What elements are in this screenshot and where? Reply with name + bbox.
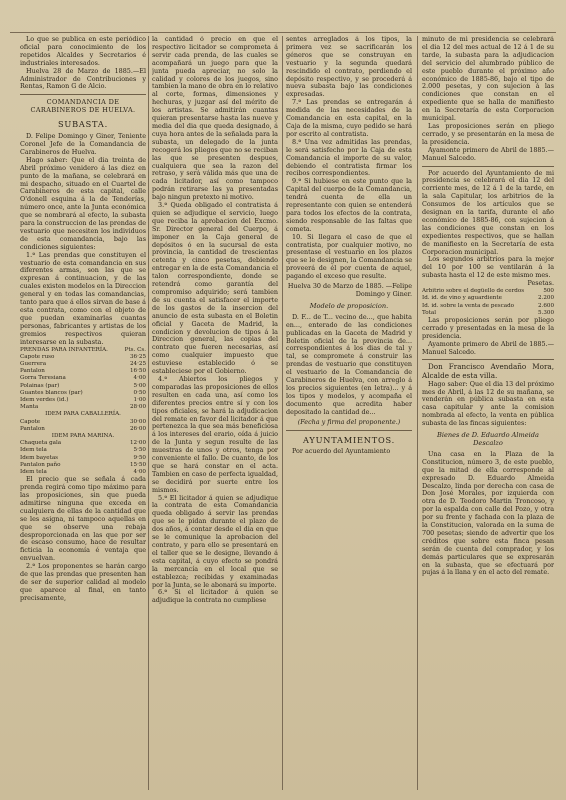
table-cell: 2.200: [537, 295, 554, 302]
column-2: [152, 36, 278, 792]
paragraph: Don Francisco Avendaño Mora, Alcalde de esta villa.: [422, 362, 554, 381]
paragraph: Las proposiciones serán por pliego cerrado y presentadas en la mesa de la presidencia.: [422, 315, 554, 340]
table-cell: Idem bayetas: [20, 454, 59, 461]
table-cell: Pantalon paño: [20, 461, 61, 468]
table-cell: Pantalon: [20, 425, 45, 432]
column-rule: [282, 36, 283, 790]
model-footer: (Fecha y firma del proponente.): [297, 417, 401, 426]
table-cell: 36·25: [129, 353, 146, 360]
table-cell: 12·00: [129, 440, 146, 447]
table-cell: Idem verdes (id.): [20, 396, 69, 403]
divider: [286, 430, 412, 431]
tarifa-label: Pesetas.: [527, 279, 554, 288]
table-cell: Id. id. sobre la venta de pescado: [422, 302, 515, 309]
paragraph: la cantidad ó precio en que el respectivo licitador se comprometa á servir cada prenda, de las cuales se acompañará un juego para que la junta pueda apreciar, no solo la calidad y colores de los juegos, sino tambien la mano de obra en lo relativo al corte, formas, dimensiones y hechuras, y juzgar así del mérito de los artistas. Se admitirán cuantas quieran presentarse hasta las nueve y media del dia que queda designado, á cuya hora antes de la señalada para la subasta, un delegado de la junta recogerá los pliegos que no se reciban las que se presenten despues, cualquiera que sea la razon del retraso, y será válida más que una de cada licitador, así como tampoco podrán retirarse las ya presentadas bajo ningun pretexto ni motivo.: [152, 36, 278, 202]
table-subheader: IDEM PARA CABALLERÍA.: [45, 411, 121, 418]
table-cell: Chaqueta gala: [20, 440, 62, 447]
table-cell: 28·00: [129, 404, 146, 411]
table-cell: 1·00: [133, 396, 146, 403]
paragraph: 2.ª Los proponentes se harán cargo de que las prendas que presenten han de ser de superior calidad al modelo que aparece al final, en tanto precisamente,: [20, 562, 146, 602]
table-cell: 500: [543, 288, 554, 295]
bienes-title: Bienes de D. Eduardo Almeida Descalzo: [437, 431, 539, 447]
table-cell: Capote ruso: [20, 353, 55, 360]
paragraph: minuto de mi presidencia se celebrará el dia 12 del mes actual de 12 á 1 de su tarde, la subasta para la adjudicacion del servicio del alumbrado público de este pueblo durante el próximo año económico de 1885-86, bajo el tipo de 2.000 pesetas, y con sujecion á las condiciones que constan en el expediente que se halla de manifiesto en la Secretaría de esta Corporacion municipal.: [422, 36, 554, 123]
paragraph: Las proposiciones serán en pliego cerrado, y se presentarán en la mesa de la presidencia.: [422, 121, 554, 146]
table-cell: 5·00: [133, 382, 146, 389]
table-header: Pts. Cs.: [124, 346, 146, 353]
column-4: [422, 36, 554, 792]
paragraph: 4.ª Abiertos los pliegos y comparadas las proposiciones de ellos resulten en cada una, así como los diferentes precios entre sí y con los tipos oficiales, se hará la adjudicacion del remate en favor del licitador á que pertenezca la que sea más beneficiosa á los intereses del erario, oída á juicio de la Junta y segun resulte de las muestras de unos y otros, tenga por conveniente el fallo. De cuanto, de los que se hará constar en el acta. Tambien en caso de perfecta igualdad, se decidirá por suerte entre los mismos.: [152, 374, 278, 494]
table-cell: 24·25: [129, 360, 146, 367]
table-cell: Idem tela: [20, 468, 47, 475]
paragraph: El precio que se señala á cada prenda regirá como tipo máximo para las proposiciones, sin que pueda admitirse ninguna que exceda en cualquiera de ellas de la cantidad que se les asigna, ni tampoco aquellas en que se observe una rebaja desproporcionada en las que por ser de escaso consumo, hace de resultar ficticia la economía é ventaja que envuelvan.: [20, 475, 146, 563]
paragraph: 9.ª Si hubiese en este punto que la Capital del cuerpo de la Comandancia, tendrá cuenta de ella un representante con quien se entenderá para todos los efectos de la contrata, siendo responsable de las faltas que cometa.: [286, 177, 412, 233]
table-cell: Gorra Teresiana: [20, 375, 66, 382]
intro-paragraph: Lo que se publica en este periódico oficial para conocimiento de los repetidos Alcaldes y Secretarios é industriales interesados.: [20, 36, 146, 67]
table-cell: 9·50: [133, 454, 146, 461]
paragraph: 5.ª El licitador á quien se adjudique la contrata de esta Comandancia queda obligado á servir las prendas que se le pidan durante el plazo de dos años, á contar desde el dia en que se le comunique la aprobacion del contrato, y para ello se presentará en el taller que se le designe, llevando á esta capital, á cuyo efecto se pondrá la mercancía en el local que se establezca; recibidas y examinadas por la Junta, se le abonará su importe.: [152, 493, 278, 589]
table-cell: 5·50: [133, 447, 146, 454]
signature: Ayamonte primero de Abril de 1885.—Manuel Salcedo.: [422, 145, 554, 162]
paragraph: 3.ª Queda obligado el contratista á quien se adjudique el servicio, luego que reciba la aprobacion del Excmo. Sr. Director general del Cuerpo, á imponer en la Caja general de depósitos ó en la sucursal de esta provincia, la cantidad de trescientas cetenta y cinco pesetas, debiendo entregar en la de esta Comandancia el talon correspondiente, donde se retendrá como garantía del compromiso adquirido; será tambien de su cuenta el satisfacer el importe de los gastos de la insercion del anuncio de esta subasta en el Boletin oficial y Gaceta de Madrid, la condicion y devolucion de tipos á la Direccion general, las copias del contrato que fueren necesarias, así como cualquier impuesto que estuviese establecido ó se estableciese por el Gobierno.: [152, 201, 278, 376]
column-rule: [417, 36, 418, 790]
divider: [422, 359, 554, 360]
top-rule: [10, 32, 556, 33]
table-cell: Guantes blancos (par): [20, 389, 83, 396]
paragraph: 7.ª Las prendas se entregarán á medida de las necesidades de la Comandancia en esta capital, en la Caja de la misma, cuyo pedido se hará por escrito al contratista.: [286, 98, 412, 138]
signature: Ayamonte primero de Abril de 1885.—Manuel Salcedo.: [422, 339, 554, 356]
prices-table: [20, 347, 146, 477]
tarifa-table: [422, 288, 554, 317]
paragraph: sentes arreglados á los tipos, la primera vez se sacrificarán los géneros que se construyan en vestuario y la segunda quedará rescindido el contrato, perdiendo el depósito respectivo, y se procederá á nueva subasta bajo las condiciones expresadas.: [286, 36, 412, 99]
paragraph: Hago saber: Que el dia treinta de Abril próximo venidero á las diez en punto de la mañana, se celebrará en mi despacho, situado en el Cuartel de Carabineros de esta capital, calle O'donell esquina á la de Tenderías, número once, ante la Junta económica que se nombrará al efecto, la subasta para la construccion de las prendas de vestuario que necesiten los individuos de esta comandancia, bajo las condiciones siguientes:: [20, 155, 146, 251]
model-title: Modelo de proposicion.: [309, 301, 389, 310]
ayuntamientos-heading: AYUNTAMIENTOS.: [302, 434, 396, 445]
table-cell: Polainas (par): [20, 382, 60, 389]
column-rule: [148, 36, 149, 790]
paragraph: D. F... de T... vecino de..., que habita en..., enterado de las condiciones publicadas en la Gaceta de Madrid y Boletin oficial de la provincia de... correspondientes á los dias de tal y tal, se compromete á construir las prendas de vestuario que constituyen el vestuario de la Comandancia de Carabineros de Huelva, con arreglo á los precios siguientes (en letra)... y á los tipos y modelos, y acompaña el documento que acredita haber depositado la cantidad de...: [286, 312, 412, 416]
paragraph: 10. Si llegara el caso de que el contratista, por cualquier motivo, no presentase el vestuario en los plazos que se le designen, la Comandancia se proveerá de él por cuenta de aquel, pagando el exceso que resulte.: [286, 232, 412, 281]
paragraph: Por acuerdo del Ayuntamiento: [292, 447, 391, 456]
paragraph: Hago saber: Que el dia 13 del próximo mes de Abril, á las 12 de su mañana, se venderán en pública subasta en esta casa capitular y ante la comision nombrada al efecto, la venta en pública subasta de las fincas siguientes:: [422, 379, 554, 428]
table-cell: 4·00: [133, 468, 146, 475]
table-cell: Capote: [20, 418, 41, 425]
table-header: PRENDAS PARA INFANTERÍA.: [20, 346, 108, 353]
section-heading: COMANDANCIA DE CARABINEROS DE HUELVA.: [30, 98, 136, 115]
table-cell: 5.300: [537, 309, 554, 316]
subasta-heading: SUBASTA.: [58, 119, 108, 130]
table-cell: Manta: [20, 404, 39, 411]
column-3: [286, 36, 412, 792]
table-cell: 15·50: [129, 461, 146, 468]
divider: [422, 166, 554, 167]
paragraph: D. Felipe Domingo y Giner, Teniente Coronel Jefe de la Comandancia de Carabineros de Huelva.: [20, 132, 146, 156]
table-subheader: IDEM PARA MARINA.: [51, 432, 115, 439]
paragraph: Por acuerdo del Ayuntamiento de mi presidencia se celebrará el dia 12 del corriente mes, de 12 á 1 de la tarde, en la sala Capitular, los arbitrios de la Consumos de los artículos que se designan en la tarifa, durante el año económico de 1885-86, con sujecion á las condiciones que constan en los expedientes respectivos, que se hallan de manifiesto en la Secretaría de esta Corporacion municipal.: [422, 168, 554, 256]
table-cell: 2.600: [537, 302, 554, 309]
table-cell: Id. id. de vino y aguardiente: [422, 295, 502, 302]
table-cell: Guerrera: [20, 360, 47, 367]
paragraph: 1.ª Las prendas que constituyen el vestuario de esta comandancia en sus diferentes armas, son las que se expresan á continuacion, y de las cuales existen modelos en la Direccion general y en todas las comandancias, tanto para que á ellos sirvan de base á esta contrata, como con el objeto de que puedan examinarlas cuantas personas, fabricantes y artistas de los gremios respectivos quieran interesarse en la subasta.: [20, 250, 146, 346]
table-cell: 30·00: [129, 418, 146, 425]
table-cell: Pantalon: [20, 368, 45, 375]
table-cell: 4·00: [133, 375, 146, 382]
table-cell: Total: [422, 309, 437, 316]
paragraph: Los segundos arbitrios para la mejor del 10 por 100 se ventilarán á la subasta hasta el 12 de este mismo mes.: [422, 255, 554, 280]
table-cell: Arbitrio sobre el degüello de cerdos: [422, 288, 525, 295]
table-cell: 16·50: [129, 368, 146, 375]
table-cell: 26·00: [129, 425, 146, 432]
table-cell: 0·50: [133, 389, 146, 396]
column-1: [20, 36, 146, 792]
table-cell: Idem tela: [20, 447, 47, 454]
signature: Huelva 28 de Marzo de 1885.—El Administrador de Contribuciones y Rentas, Ramon G de Alcio.: [20, 66, 146, 91]
paragraph: 8.ª Una vez admitidas las prendas, le será satisfecho por la Caja de esta Comandancia el importe de su valor, debiendo el contratista firmar los recibos correspondientes.: [286, 137, 412, 178]
signature: Huelva 30 de Marzo de 1885. —Felipe Domingo y Giner.: [287, 282, 412, 298]
paragraph: Una casa en la Plaza de la Constitucion, número 3, de este pueblo, que la mitad de ella corresponde al expresado D. Eduardo Almeida Descalzo, linda por derecha con casa de Don José Morales, por izquierda con otra de D. Teodoro Martin Troncoso, y por la espalda con calle del Pozo, y otra por su frente y fachada con la plaza de la Constitucion, valorada en la suma de 700 pesetas; siendo de advertir que los créditos que sobre esta finca pesan serán de cuenta del comprador, y los demás particulares que se expresarán en la subasta, que se efectuará por pujas á la llana y en el acto del remate.: [422, 449, 554, 577]
divider: [20, 94, 146, 95]
paragraph: 6.ª Si el licitador á quien se adjudique la contrata no cumpliese: [152, 588, 278, 605]
